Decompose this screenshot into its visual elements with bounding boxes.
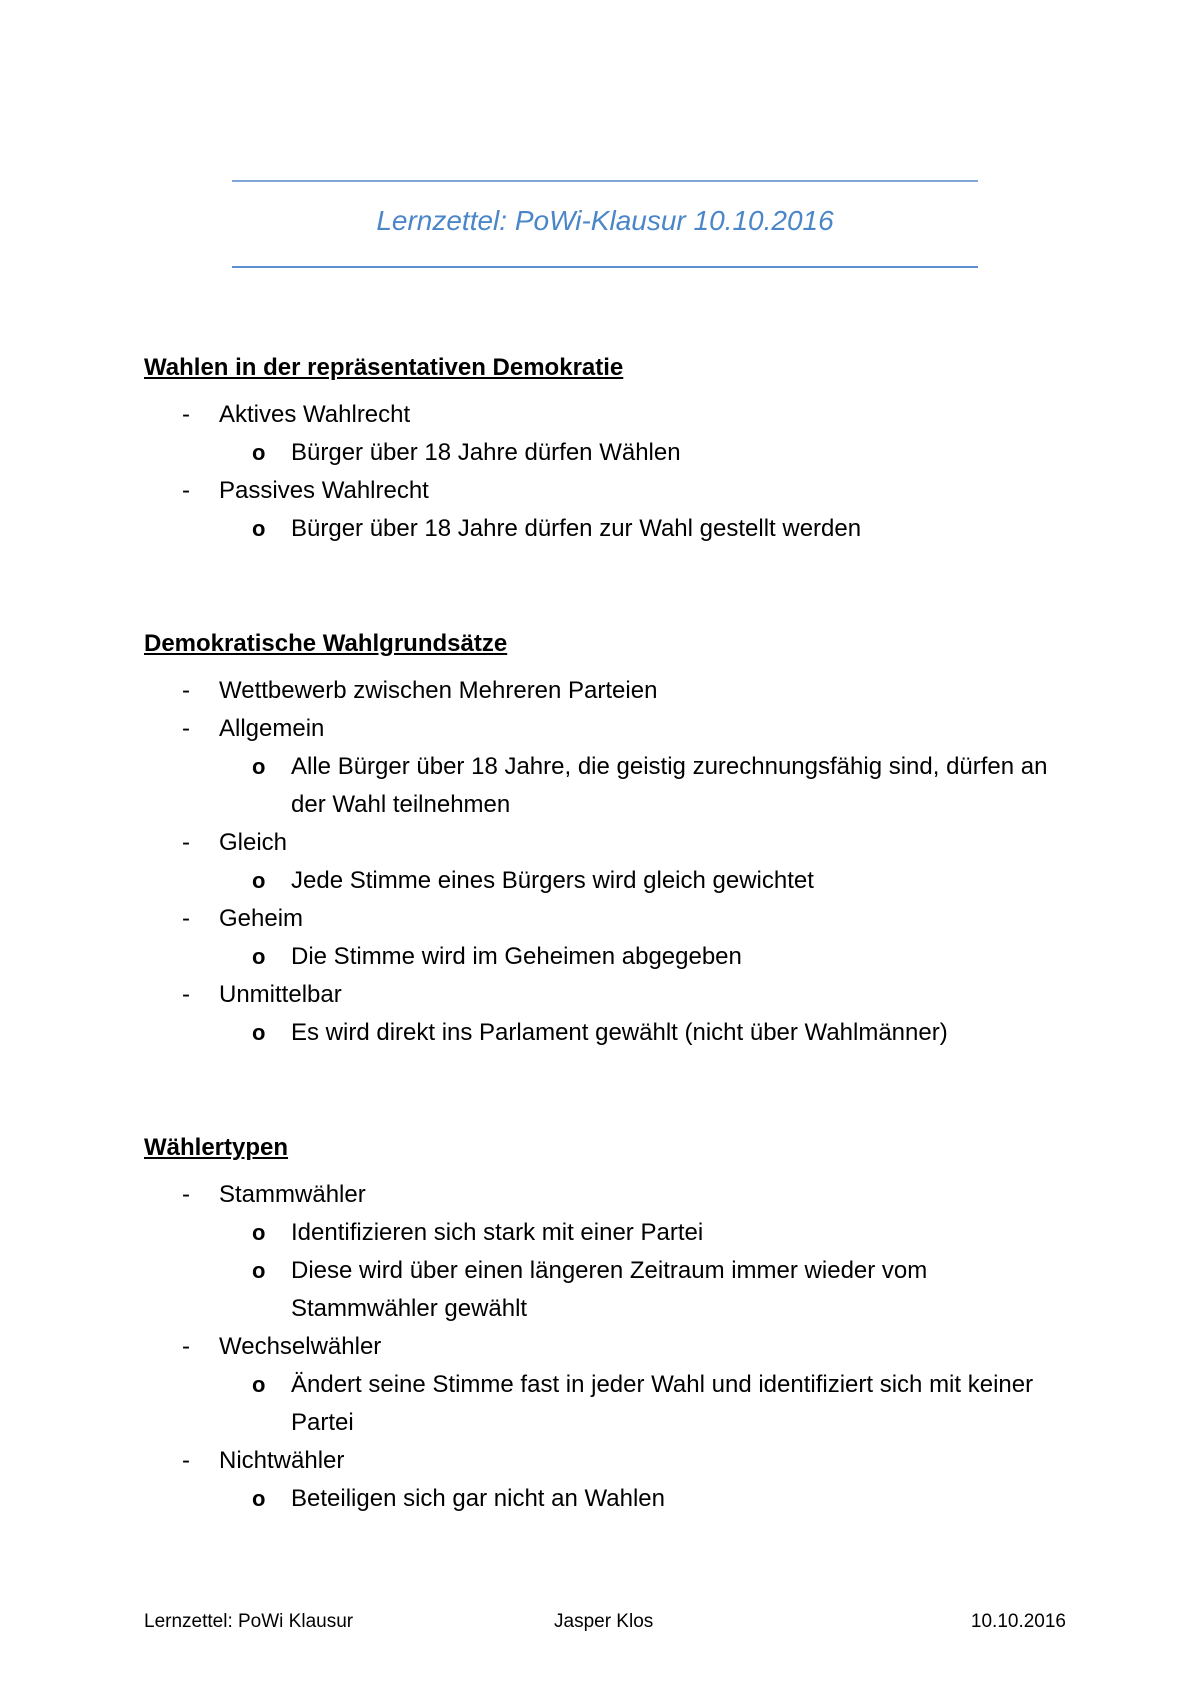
list-item: [144, 672, 1074, 710]
dash-bullet: -: [182, 401, 190, 428]
dash-bullet: -: [182, 477, 190, 504]
sub-list-item-text: Beteiligen sich gar nicht an Wahlen: [291, 1485, 665, 1512]
list-item: [144, 1442, 1074, 1480]
circle-bullet: o: [252, 944, 266, 969]
circle-bullet: o: [252, 754, 266, 779]
section-heading: Wahlen in der repräsentativen Demokratie: [144, 354, 624, 381]
circle-bullet: o: [252, 1020, 266, 1045]
section-waehlertypen: [144, 1132, 1074, 1518]
sub-list-item-text: Diese wird über einen längeren Zeitraum immer wieder vom Stammwähler gewählt: [291, 1257, 928, 1322]
circle-bullet: o: [252, 440, 266, 465]
title-block: [232, 180, 978, 268]
sub-list-item: [144, 1014, 1074, 1052]
sub-list-item-text: Alle Bürger über 18 Jahre, die geistig zurechnungsfähig sind, dürfen an der Wahl teilnehmen: [291, 753, 1048, 818]
sub-list-item: [144, 510, 1074, 548]
section-heading: Wählertypen: [144, 1134, 289, 1161]
list-item-text: Geheim: [219, 905, 304, 932]
sub-list-item: [144, 1366, 1074, 1442]
list-item-text: Aktives Wahlrecht: [219, 401, 411, 428]
dash-bullet: -: [182, 1181, 190, 1208]
sub-list-item-text: Jede Stimme eines Bürgers wird gleich gewichtet: [291, 867, 814, 894]
sub-list-item-text: Ändert seine Stimme fast in jeder Wahl und identifiziert sich mit keiner Partei: [291, 1371, 1034, 1436]
dash-bullet: -: [182, 905, 190, 932]
footer-title: Lernzettel: PoWi Klausur: [144, 1611, 354, 1632]
list-item: [144, 472, 1074, 510]
section-heading: Demokratische Wahlgrundsätze: [144, 630, 508, 657]
sub-list-item-text: Es wird direkt ins Parlament gewählt (nicht über Wahlmänner): [291, 1019, 948, 1046]
list-item-text: Passives Wahlrecht: [219, 477, 429, 504]
list-item-text: Gleich: [219, 829, 288, 856]
list-item-text: Wettbewerb zwischen Mehreren Parteien: [219, 677, 658, 704]
dash-bullet: -: [182, 1333, 190, 1360]
sub-list-item: [144, 1252, 1074, 1328]
section-wahlen: [144, 352, 1074, 548]
circle-bullet: o: [252, 516, 266, 541]
list-item: [144, 976, 1074, 1014]
circle-bullet: o: [252, 1372, 266, 1397]
footer-author: Jasper Klos: [554, 1611, 654, 1632]
section-wahlgrundsaetze: [144, 628, 1074, 1052]
document-title: Lernzettel: PoWi-Klausur 10.10.2016: [376, 205, 834, 236]
list-item-text: Nichtwähler: [219, 1447, 345, 1474]
circle-bullet: o: [252, 1258, 266, 1283]
list-item: [144, 900, 1074, 938]
list-item: [144, 1328, 1074, 1366]
sub-list-item: [144, 938, 1074, 976]
sub-list-item-text: Bürger über 18 Jahre dürfen zur Wahl gestellt werden: [291, 515, 862, 542]
sub-list-item: [144, 748, 1074, 824]
list-item-text: Allgemein: [219, 715, 325, 742]
list-item-text: Unmittelbar: [219, 981, 342, 1008]
sub-list-item: [144, 1214, 1074, 1252]
sub-list-item: [144, 1480, 1074, 1518]
list-item: [144, 824, 1074, 862]
list-item: [144, 1176, 1074, 1214]
sub-list-item: [144, 434, 1074, 472]
dash-bullet: -: [182, 677, 190, 704]
footer-date: 10.10.2016: [970, 1611, 1066, 1632]
dash-bullet: -: [182, 1447, 190, 1474]
circle-bullet: o: [252, 1220, 266, 1245]
list-item: [144, 710, 1074, 748]
circle-bullet: o: [252, 1486, 266, 1511]
list-item-text: Wechselwähler: [219, 1333, 382, 1360]
dash-bullet: -: [182, 715, 190, 742]
sub-list-item-text: Identifizieren sich stark mit einer Partei: [291, 1219, 704, 1246]
sub-list-item-text: Bürger über 18 Jahre dürfen Wählen: [291, 439, 681, 466]
dash-bullet: -: [182, 829, 190, 856]
sub-list-item: [144, 862, 1074, 900]
dash-bullet: -: [182, 981, 190, 1008]
sub-list-item-text: Die Stimme wird im Geheimen abgegeben: [291, 943, 742, 970]
list-item: [144, 396, 1074, 434]
list-item-text: Stammwähler: [219, 1181, 366, 1208]
circle-bullet: o: [252, 868, 266, 893]
